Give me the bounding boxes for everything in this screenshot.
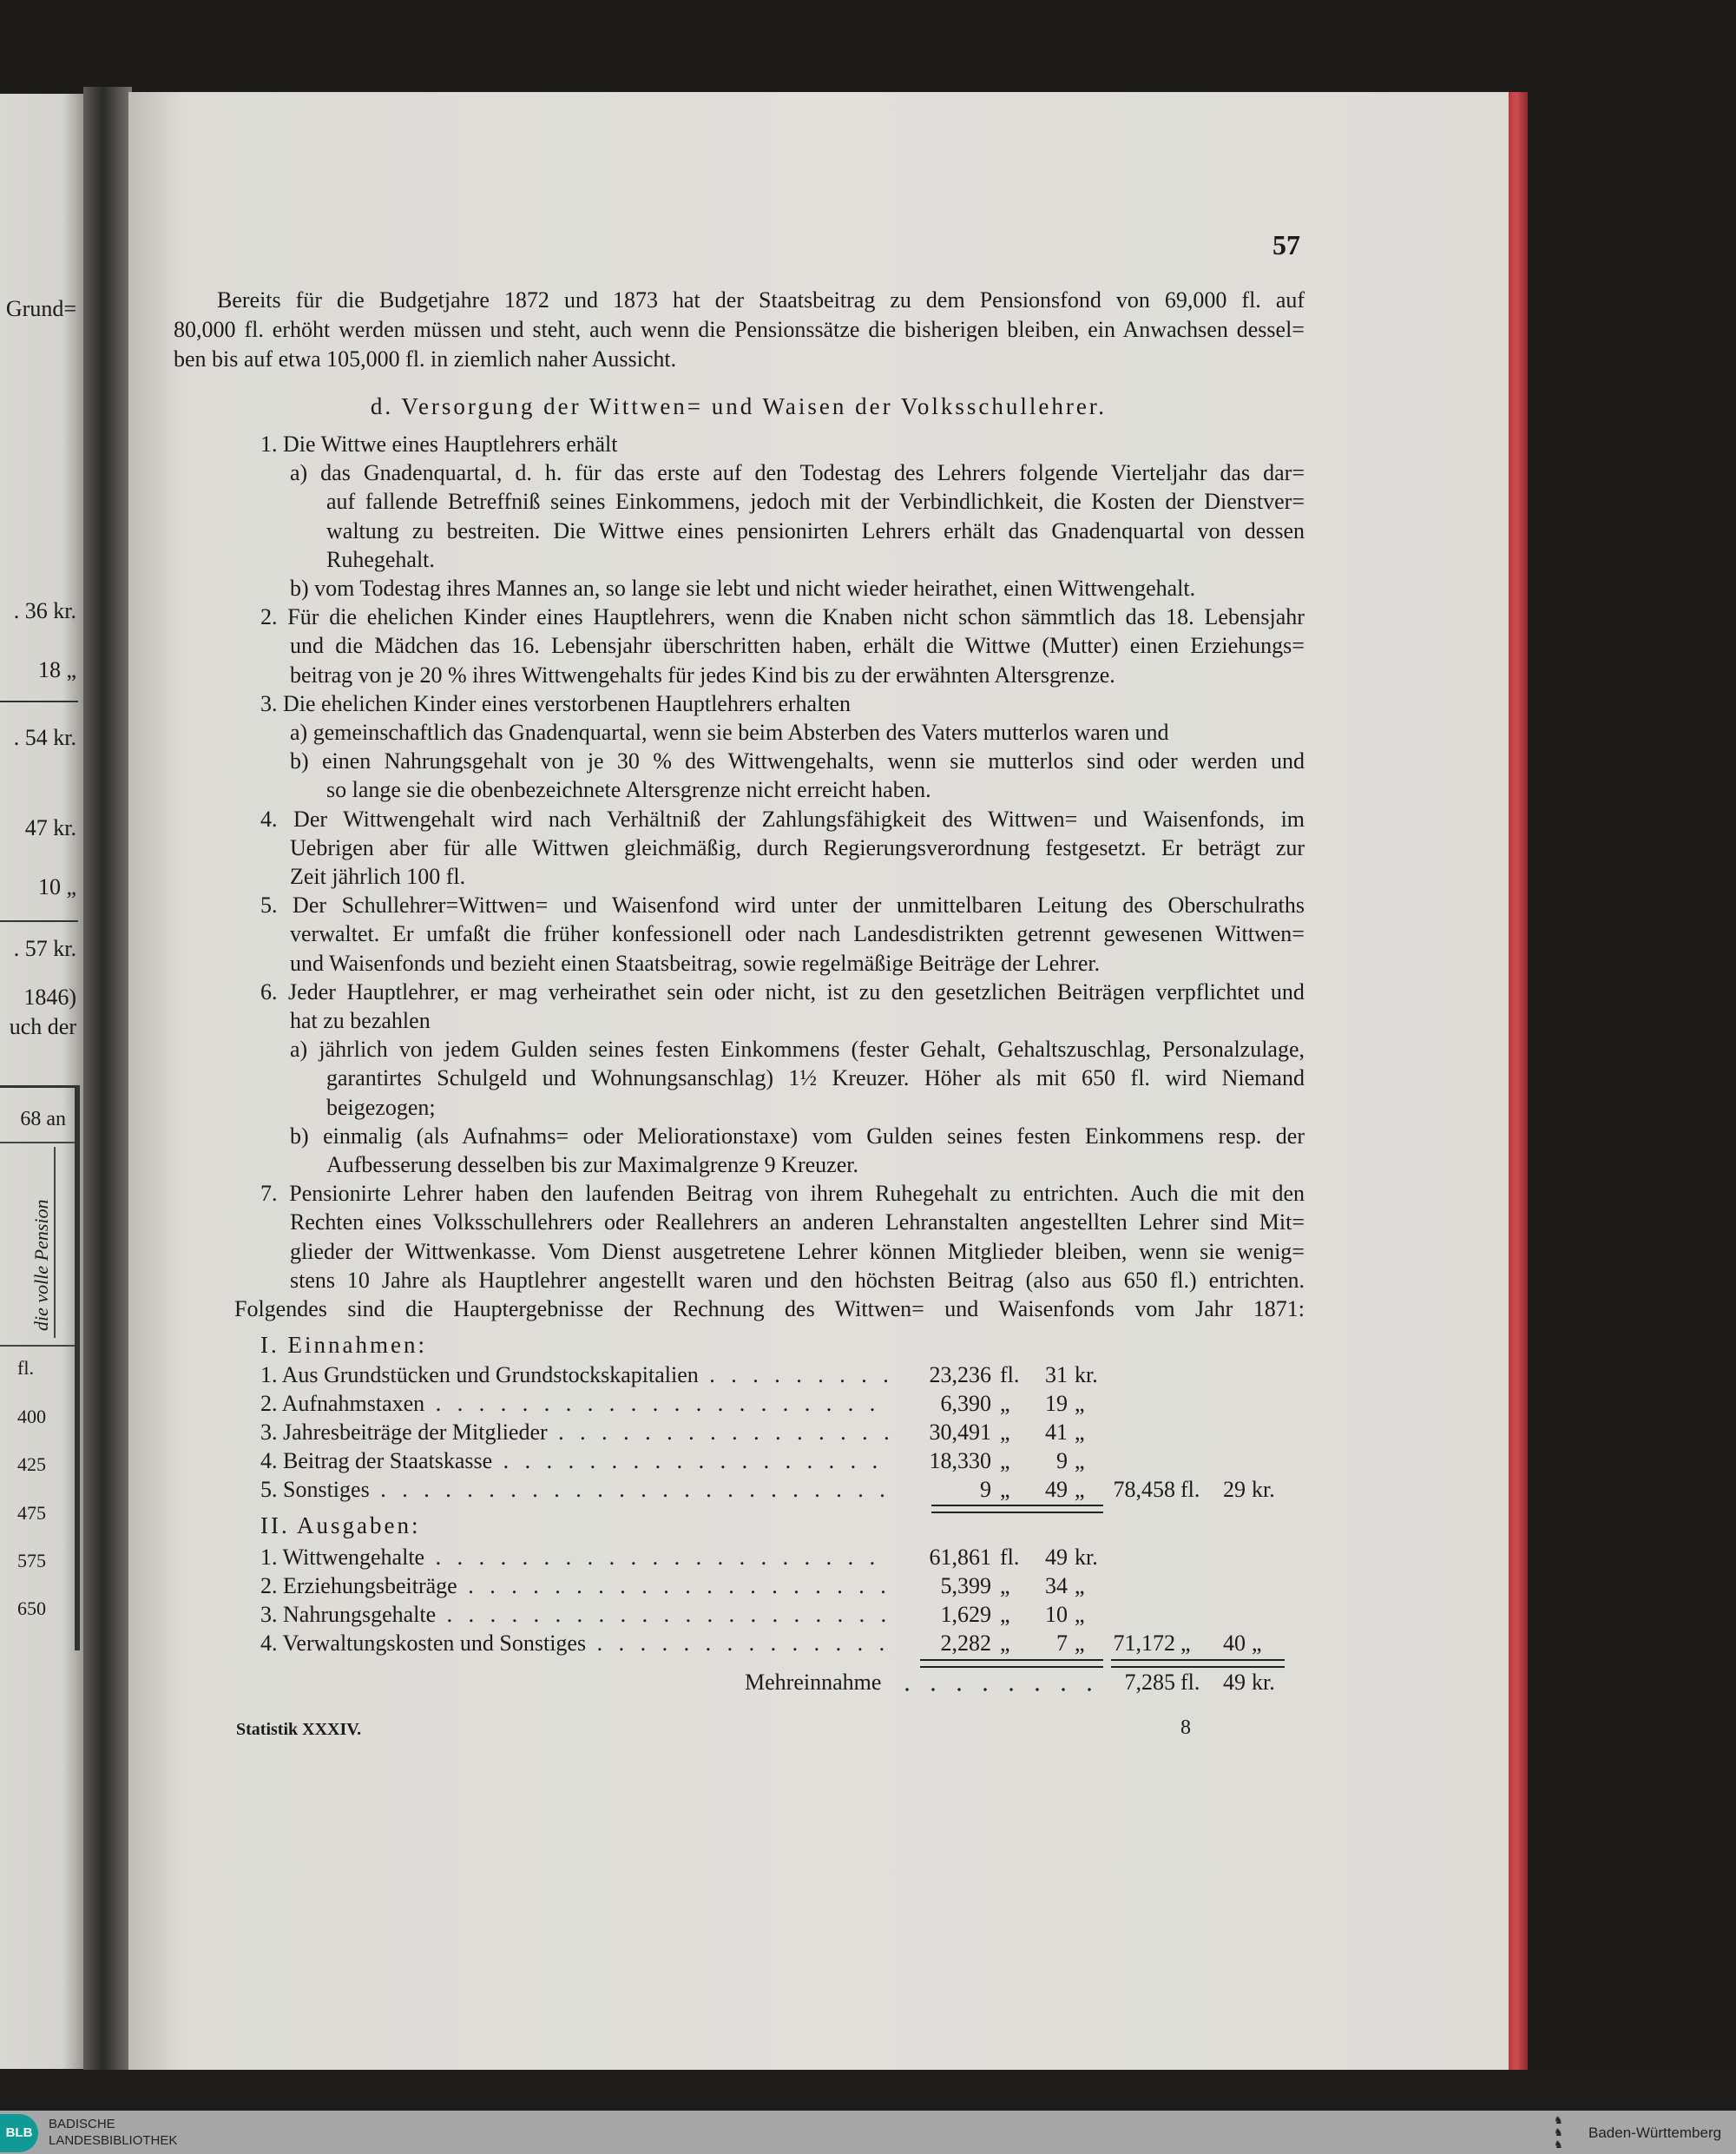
text-line-content: b) vom Todestag ihres Mannes an, so lange sie lebt und nicht wieder heirathet, einen Wittwengehalt.	[290, 576, 1196, 601]
text-line	[326, 517, 1305, 545]
unit-kr: „	[1075, 1630, 1085, 1656]
text-line	[290, 748, 1305, 775]
sum-rule	[920, 1659, 1103, 1668]
account-label: 1. Aus Grundstücken und Grundstockskapitalien . . .	[260, 1361, 890, 1389]
text-line-content: 7. Pensionirte Lehrer haben den laufenden Beitrag von ihrem Ruhegehalt zu entrichten. Auch die mit den	[260, 1181, 1305, 1206]
account-row	[0, 1630, 1305, 1657]
left-fragment: 1846)	[23, 985, 76, 1010]
total-unit-fl: fl.	[1180, 1670, 1200, 1695]
total-fl: 78,458	[1113, 1477, 1175, 1502]
text-line	[260, 892, 1305, 919]
text-line	[326, 1094, 1305, 1122]
blb-logo-icon[interactable]: BLB	[0, 2114, 38, 2152]
text-line-content: beigezogen;	[326, 1095, 436, 1120]
account-label: 5. Sonstiges . . .	[260, 1476, 890, 1504]
text-line	[290, 950, 1305, 978]
income-title: I. Einnahmen:	[260, 1332, 427, 1358]
account-row	[0, 1419, 1305, 1446]
unit-kr: „	[1075, 1573, 1085, 1598]
text-line	[290, 1267, 1305, 1294]
total-unit-fl: fl.	[1180, 1477, 1200, 1502]
section-heading: d. Versorgung der Wittwen= und Waisen der Volksschullehrer.	[370, 393, 1108, 419]
text-line	[260, 806, 1305, 833]
state-name: Baden-Württemberg	[1588, 2124, 1722, 2141]
table-column-label: die volle Pension	[30, 1199, 52, 1331]
text-line-content: a) das Gnadenquartal, d. h. für das erste auf den Todestag des Lehrers folgende Vierteljahr das dar=	[290, 460, 1305, 485]
text-line-content: Ruhegehalt.	[326, 547, 435, 572]
text-line-content: stens 10 Jahre als Hauptlehrer angestellt waren und den höchsten Beitrag (also aus 650 fl.) entrichten.	[290, 1268, 1305, 1293]
surplus-row	[0, 1669, 1305, 1696]
left-fragment: 10 „	[37, 874, 76, 899]
text-line-content: waltung zu bestreiten. Die Wittwe eines pensionirten Lehrers erhält das Gnadenquartal von dessen	[326, 518, 1305, 543]
unit-kr: „	[1075, 1602, 1085, 1627]
amount-fl: 61,861	[929, 1545, 991, 1570]
text-line	[260, 603, 1305, 631]
amount-fl: 30,491	[929, 1420, 991, 1445]
expenses-title: II. Ausgaben:	[260, 1512, 421, 1538]
account-row	[0, 1476, 1305, 1504]
text-line	[290, 1238, 1305, 1266]
text-line	[290, 459, 1305, 487]
account-row	[0, 1572, 1305, 1600]
text-line-content: Bereits für die Budgetjahre 1872 und 1873 hat der Staatsbeitrag zu dem Pensionsfond von 69,000 fl. auf	[217, 287, 1305, 313]
text-line	[290, 632, 1305, 660]
amount-fl: 9	[980, 1477, 991, 1502]
table-value: 425	[17, 1453, 46, 1475]
text-line	[290, 1036, 1305, 1064]
lions-emblem-icon: ♞ ♞ ♞	[1554, 2114, 1563, 2151]
sum-rule	[931, 1505, 1103, 1513]
text-line-content: 5. Der Schullehrer=Wittwen= und Waisenfond wird unter der unmittelbaren Leitung des Oberschulraths	[260, 893, 1305, 918]
left-fragment: . 57 kr.	[13, 936, 76, 961]
text-line	[260, 1180, 1305, 1208]
amount-fl: 5,399	[940, 1573, 991, 1598]
account-row	[0, 1361, 1305, 1389]
text-line-content: Aufbesserung desselben bis zur Maximalgrenze 9 Kreuzer.	[326, 1152, 858, 1177]
text-line-content: a) gemeinschaftlich das Gnadenquartal, wenn sie beim Absterben des Vaters mutterlos waren und	[290, 720, 1169, 745]
left-fragment: 18 „	[37, 657, 76, 682]
unit-fl: fl.	[1000, 1545, 1020, 1570]
text-line	[290, 1007, 1305, 1035]
table-value: 400	[17, 1406, 46, 1427]
total-unit-kr: kr.	[1252, 1670, 1275, 1695]
amount-fl: 23,236	[929, 1362, 991, 1387]
text-line-content: Folgendes sind die Hauptergebnisse der Rechnung des Wittwen= und Waisenfonds vom Jahr 1871:	[234, 1296, 1305, 1321]
text-line-content: garantirtes Schulgeld und Wohnungsanschlag) 1½ Kreuzer. Höher als mit 650 fl. wird Niemand	[326, 1065, 1305, 1090]
total-kr: 40	[1223, 1630, 1246, 1656]
text-line-content: b) einmalig (als Aufnahms= oder Meliorationstaxe) vom Gulden seines festen Einkommens resp. der	[290, 1123, 1305, 1149]
text-line-content: Uebrigen aber für alle Wittwen gleichmäßig, durch Regierungsverordnung festgesetzt. Er beträgt zur	[290, 835, 1305, 860]
unit-kr: „	[1075, 1448, 1085, 1473]
unit-fl: „	[1000, 1477, 1010, 1502]
account-label: 4. Verwaltungskosten und Sonstiges . . .	[260, 1630, 890, 1657]
account-row	[0, 1447, 1305, 1475]
account-label: 2. Erziehungsbeiträge . . .	[260, 1572, 890, 1600]
text-line	[260, 978, 1305, 1006]
unit-fl: „	[1000, 1391, 1010, 1416]
total-fl: 71,172	[1113, 1630, 1175, 1656]
unit-kr: „	[1075, 1420, 1085, 1445]
amount-kr: 9	[1056, 1448, 1068, 1473]
left-fragment: uch der	[9, 1014, 76, 1039]
account-label: 4. Beitrag der Staatskasse . . .	[260, 1447, 890, 1475]
unit-fl: „	[1000, 1420, 1010, 1445]
amount-kr: 7	[1056, 1630, 1068, 1656]
text-line	[260, 690, 1305, 718]
page-number: 57	[1272, 229, 1300, 260]
amount-kr: 10	[1045, 1602, 1068, 1627]
amount-kr: 19	[1045, 1391, 1068, 1416]
amount-kr: 49	[1045, 1477, 1068, 1502]
library-name-line: BADISCHE	[49, 2117, 115, 2131]
amount-fl: 6,390	[940, 1391, 991, 1416]
text-line	[290, 863, 1305, 891]
text-line-content: verwaltet. Er umfaßt die früher konfessionell oder nach Landesdistrikten getrennt gewesenen Wittwen=	[290, 921, 1305, 946]
amount-kr: 49	[1045, 1545, 1068, 1570]
unit-fl: „	[1000, 1630, 1010, 1656]
text-line-content: und Waisenfonds und bezieht einen Staatsbeitrag, sowie regelmäßige Beiträge der Lehrer.	[290, 951, 1101, 976]
text-line-content: 2. Für die ehelichen Kinder eines Hauptlehrers, wenn die Knaben nicht schon sämmtlich das 18. Lebensjahr	[260, 604, 1305, 629]
account-label: 3. Nahrungsgehalte . . .	[260, 1601, 890, 1629]
table-value: 650	[17, 1597, 46, 1619]
table-value: 475	[17, 1502, 46, 1524]
total-unit-kr: „	[1252, 1630, 1262, 1656]
text-line	[290, 1123, 1305, 1150]
left-fragment: Grund=	[5, 296, 76, 321]
sum-rule	[1111, 1659, 1285, 1668]
sheet-number: 8	[1180, 1716, 1191, 1739]
text-line-content: 6. Jeder Hauptlehrer, er mag verheirathet sein oder nicht, ist zu den gesetzlichen Beiträgen verpflichtet und	[260, 979, 1305, 1005]
text-line	[326, 488, 1305, 516]
text-line-content: 3. Die ehelichen Kinder eines verstorbenen Hauptlehrers erhalten	[260, 691, 852, 716]
left-fragment: 47 kr.	[24, 815, 76, 840]
unit-fl: „	[1000, 1602, 1010, 1627]
account-label: 3. Jahresbeiträge der Mitglieder . . .	[260, 1419, 890, 1446]
table-header: 68 an	[20, 1108, 66, 1130]
text-line	[174, 316, 1305, 344]
amount-kr: 34	[1045, 1573, 1068, 1598]
table-value: 575	[17, 1550, 46, 1571]
text-line	[290, 920, 1305, 948]
account-row	[0, 1601, 1305, 1629]
text-line-content: glieder der Wittwenkasse. Vom Dienst ausgetretene Lehrer können Mitglieder bleiben, wenn sie wenig=	[290, 1239, 1305, 1264]
unit-kr: „	[1075, 1477, 1085, 1502]
total-unit-fl: „	[1180, 1630, 1191, 1656]
text-line	[290, 1209, 1305, 1236]
total-unit-kr: kr.	[1252, 1477, 1275, 1502]
text-line-content: 80,000 fl. erhöht werden müssen und steht, auch wenn die Pensionssätze die bisherigen bleiben, ein Anwachsen dessel=	[174, 317, 1305, 342]
left-fragment: . 36 kr.	[13, 598, 76, 623]
text-line	[174, 346, 1305, 373]
table-unit: fl.	[17, 1357, 34, 1379]
text-line	[290, 719, 1305, 747]
text-line-content: hat zu bezahlen	[290, 1008, 431, 1033]
total-fl: 7,285	[1124, 1670, 1175, 1695]
text-line	[290, 575, 1305, 603]
text-line-content: und die Mädchen das 16. Lebensjahr überschritten haben, erhält die Wittwe (Mutter) einen Erziehungs=	[290, 633, 1305, 658]
unit-kr: kr.	[1075, 1362, 1098, 1387]
text-line-content: a) jährlich von jedem Gulden seines festen Einkommens (fester Gehalt, Gehaltszuschlag, Personalzulage,	[290, 1037, 1305, 1062]
account-row	[0, 1544, 1305, 1571]
scanner-background	[0, 2070, 1736, 2111]
surplus-label: Mehreinnahme	[745, 1670, 882, 1695]
library-name-line: LANDESBIBLIOTHEK	[49, 2133, 178, 2148]
text-line	[290, 834, 1305, 862]
text-line-content: b) einen Nahrungsgehalt von je 30 % des Wittwengehalts, wenn sie mutterlos sind oder werden und	[290, 748, 1305, 774]
total-kr: 49	[1223, 1670, 1246, 1695]
sheet-signature: Statistik XXXIV.	[236, 1720, 362, 1739]
text-line-content: so lange sie die obenbezeichnete Altersgrenze nicht erreicht haben.	[326, 777, 931, 802]
text-line	[217, 287, 1305, 314]
unit-fl: fl.	[1000, 1362, 1020, 1387]
unit-kr: kr.	[1075, 1545, 1098, 1570]
library-name[interactable]	[49, 2116, 177, 2149]
text-line-content: ben bis auf etwa 105,000 fl. in ziemlich naher Aussicht.	[174, 346, 677, 372]
amount-kr: 41	[1045, 1420, 1068, 1445]
text-line	[234, 1295, 1305, 1323]
unit-kr: „	[1075, 1391, 1085, 1416]
left-fragment: . 54 kr.	[13, 725, 76, 750]
account-row	[0, 1390, 1305, 1418]
amount-kr: 31	[1045, 1362, 1068, 1387]
library-footer-bar	[0, 2111, 1736, 2154]
account-label: 2. Aufnahmstaxen . . .	[260, 1390, 890, 1418]
amount-fl: 1,629	[940, 1602, 991, 1627]
text-line	[290, 662, 1305, 689]
unit-fl: „	[1000, 1448, 1010, 1473]
text-line	[260, 431, 1305, 458]
dot-leader	[894, 1688, 1094, 1691]
account-label: 1. Wittwengehalte . . .	[260, 1544, 890, 1571]
text-line	[326, 776, 1305, 804]
text-line	[326, 1151, 1305, 1179]
text-line-content: beitrag von je 20 % ihres Wittwengehalts für jedes Kind bis zu der erwähnten Altersgrenze.	[290, 662, 1115, 688]
text-line	[326, 546, 1305, 574]
text-line-content: 4. Der Wittwengehalt wird nach Verhältniß der Zahlungsfähigkeit des Wittwen= und Waisenfonds, im	[260, 807, 1305, 832]
amount-fl: 2,282	[940, 1630, 991, 1656]
text-line-content: Rechten eines Volksschullehrers oder Reallehrers an anderen Lehranstalten angestellten Lehrer sind Mit=	[290, 1209, 1305, 1235]
text-line-content: Zeit jährlich 100 fl.	[290, 864, 466, 889]
text-line-content: 1. Die Wittwe eines Hauptlehrers erhält	[260, 431, 618, 457]
total-kr: 29	[1223, 1477, 1246, 1502]
amount-fl: 18,330	[929, 1448, 991, 1473]
text-line	[326, 1064, 1305, 1092]
text-line-content: auf fallende Betreffniß seines Einkommens, jedoch mit der Verbindlichkeit, die Kosten der Dienstver=	[326, 489, 1305, 514]
unit-fl: „	[1000, 1573, 1010, 1598]
